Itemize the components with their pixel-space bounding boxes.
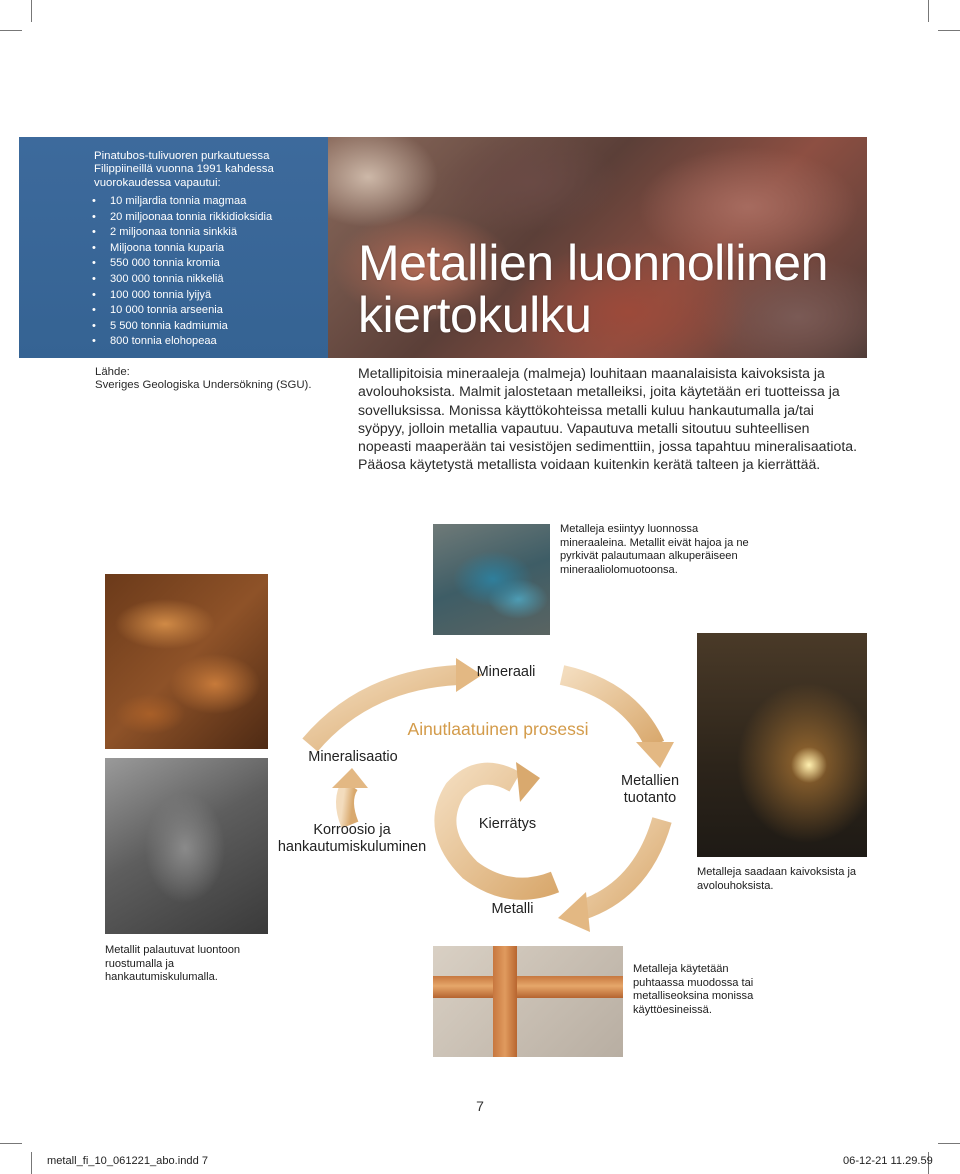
cycle-label-mineral: Mineraali	[476, 664, 536, 680]
info-list	[92, 194, 272, 350]
crop-mark	[0, 30, 22, 31]
arrowhead	[332, 768, 368, 788]
cycle-label-production-line-1: Metallien	[620, 773, 680, 789]
cycle-label-mineralisation: Mineralisaatio	[308, 749, 398, 765]
crop-mark	[928, 0, 929, 22]
list-item: • 5 500 tonnia kadmiumia	[92, 319, 272, 335]
arrowhead	[558, 892, 590, 932]
page-number: 7	[476, 1098, 484, 1114]
statue-photo	[105, 758, 268, 934]
crop-mark	[0, 1143, 22, 1144]
list-item: • 550 000 tonnia kromia	[92, 256, 272, 272]
slug-filename: metall_fi_10_061221_abo.indd 7	[47, 1155, 208, 1167]
copper-pipes-photo	[433, 946, 623, 1057]
intro-paragraph: Metallipitoisia mineraaleja (malmeja) louhitaan maanalaisista kaivoksista ja avolouhoksista. Malmit jalostetaan metalleiksi, joita käytetään eri tuotteissa ja sovelluksissa. Monissa käyttökohteissa metalli kuluu hankautumalla ja/tai syöpyy, jolloin metallia vapautuu. Vapautuva metalli sitoutuu suhteellisen nopeasti maaperään tai vesistöjen sedimenttiin, jossa tapahtuu mineralisaatiota. Pääosa käytetystä metallista voidaan kuitenkin kerätä talteen ja kierrättää.	[358, 365, 858, 473]
rusty-chain-photo	[105, 574, 268, 749]
list-item: • 20 miljoonaa tonnia rikkidioksidia	[92, 210, 272, 226]
outer-arrow-bottom-right	[582, 820, 662, 910]
arrowhead	[636, 742, 674, 768]
caption-pipes: Metalleja käytetään puhtaassa muodossa tai metalliseoksina monissa käyttöesineissä.	[633, 963, 754, 1017]
crop-mark	[938, 1143, 960, 1144]
cycle-label-corrosion	[272, 822, 432, 856]
caption-chains: Metallit palautuvat luontoon ruostumalla ja hankautumiskulumalla.	[105, 944, 241, 984]
crop-mark	[938, 30, 960, 31]
cycle-heading: Ainutlaatuinen prosessi	[407, 719, 589, 739]
list-item: • 10 miljardia tonnia magmaa	[92, 194, 272, 210]
info-intro: Pinatubos-tulivuoren purkautuessa Filippiineillä vuonna 1991 kahdessa vuorokaudessa vapautui:	[94, 150, 274, 189]
cycle-label-production	[610, 773, 690, 807]
source-note	[95, 366, 312, 393]
hero-rock-image	[328, 137, 867, 358]
list-item: • 10 000 tonnia arseenia	[92, 303, 272, 319]
cycle-label-corrosion-line-2: hankautumiskuluminen	[277, 839, 427, 855]
list-item: • 800 tonnia elohopeaa	[92, 334, 272, 350]
page-title	[358, 237, 858, 341]
source-label: Lähde:	[95, 366, 130, 378]
cycle-label-recycling: Kierrätys	[478, 816, 537, 832]
mineral-photo	[433, 524, 550, 635]
list-item: • 300 000 tonnia nikkeliä	[92, 272, 272, 288]
info-panel	[19, 137, 328, 358]
title-line-2: kiertokulku	[358, 287, 592, 343]
caption-mine: Metalleja saadaan kaivoksista ja avolouhoksista.	[697, 866, 857, 892]
outer-arrow-left	[345, 785, 350, 825]
list-item: • 100 000 tonnia lyijyä	[92, 288, 272, 304]
slug-timestamp: 06-12-21 11.29.59	[843, 1155, 933, 1167]
title-line-1: Metallien luonnollinen	[358, 235, 828, 291]
cycle-label-corrosion-line-1: Korroosio ja	[313, 822, 391, 838]
list-item: • Miljoona tonnia kuparia	[92, 241, 272, 257]
caption-mineral: Metalleja esiintyy luonnossa mineraaleina. Metallit eivät hajoa ja ne pyrkivät palautumaan alkuperäiseen mineraaliolomuotoonsa.	[560, 523, 749, 577]
crop-mark	[31, 0, 32, 22]
crop-mark	[31, 1152, 32, 1174]
source-text: Sveriges Geologiska Undersökning (SGU).	[95, 379, 312, 392]
mine-photo	[697, 633, 867, 857]
arrowhead	[516, 762, 540, 802]
list-item: • 2 miljoonaa tonnia sinkkiä	[92, 225, 272, 241]
cycle-label-metal: Metalli	[491, 901, 534, 917]
cycle-label-production-line-2: tuotanto	[623, 790, 677, 806]
